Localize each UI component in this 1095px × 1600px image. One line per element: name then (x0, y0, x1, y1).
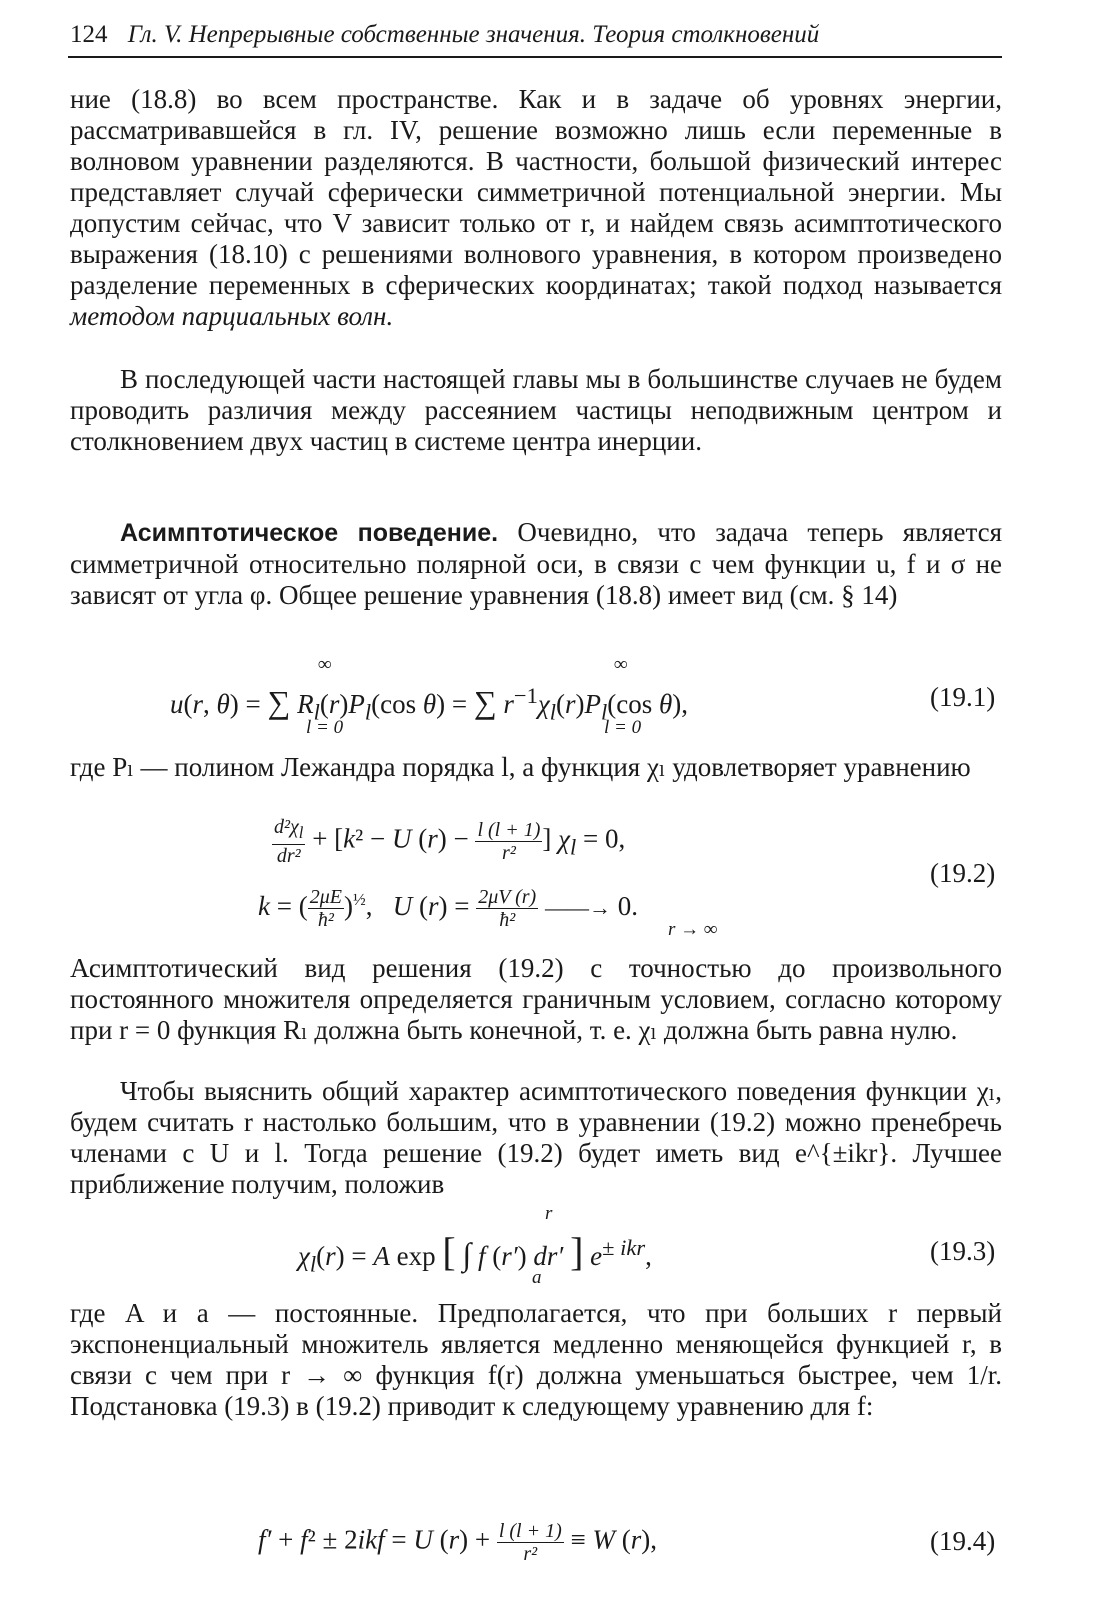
equation-number-19-1: (19.1) (930, 682, 996, 712)
equation-19-4: f′ + f² ± 2ikf = U (r) + $\frac{l (l + 1)}{\text{r²}}$ ≡ W (r), (258, 1520, 657, 1565)
equation-number-19-4: (19.4) (930, 1526, 996, 1556)
paragraph-3-text: Очевидно, что задача теперь является симметричной относительно полярной оси, в связи с чем функции u, f и σ не зависят от угла φ. Общее решение уравнения (18.8) имеет вид (см. § 14) (70, 517, 1002, 610)
paragraph-6: Чтобы выяснить общий характер асимптотического поведения функции χₗ, будем считать r настолько большим, что в уравнении (19.2) можно пренебречь членами с U и l. Тогда решение (19.2) будет иметь вид e^{±ikr}. Лучшее приближение получим, положив (70, 1076, 1002, 1199)
paragraph-1-italic: методом парциальных волн. (70, 301, 394, 331)
paragraph-3 (70, 517, 1002, 611)
page-number: 124 (70, 21, 108, 48)
equation-number-19-2: (19.2) (930, 858, 996, 888)
paragraph-4: где Pₗ — полином Лежандра порядка l, а функция χₗ удовлетворяет уравнению (70, 752, 971, 782)
chapter-title: Гл. V. Непрерывные собственные значения. Теория столкновений (127, 21, 820, 48)
paragraph-1 (70, 84, 1002, 332)
paragraph-2: В последующей части настоящей главы мы в большинстве случаев не будем проводить различия между рассеянием частицы неподвижным центром и столкновением двух частиц в системе центра инерции. (70, 364, 1002, 456)
header-rule (68, 56, 1002, 58)
integral-upper-limit: r (545, 1203, 553, 1224)
paragraph-1-text: ние (18.8) во всем пространстве. Как и в задаче об уровнях энергии, рассматривавшейся в гл. IV, решение возможно лишь если переменные в волновом уравнении разделяются. В частности, большой физический интерес представляет случай сферически симметричной потенциальной энергии. Мы допустим сейчас, что V зависит только от r, и найдем связь асимптотического выражения (18.10) с решениями волнового уравнения, в котором произведено разделение переменных в сферических координатах; такой подход называется (70, 84, 1002, 300)
integral-lower-limit: a (532, 1267, 542, 1288)
sum-lower-limit-1: l = 0 (306, 717, 344, 738)
sum-upper-limit-1: ∞ (318, 654, 332, 675)
equation-19-1: u(r, θ) = ∑ $R_l(r)P_l(\cos$ θ) = ∑ $r^{-1}\chi_l(r)P_l(\cos$ θ), (170, 683, 689, 725)
paragraph-7: где A и a — постоянные. Предполагается, что при больших r первый экспоненциальный множитель является медленно меняющейся функцией r, в связи с чем при r → ∞ функция f(r) должна уменьшаться быстрее, чем 1/r. Подстановка (19.3) в (19.2) приводит к следующему уравнению для f: (70, 1298, 1002, 1421)
equation-19-3: $\chi_l(r) = A$ exp [ ∫ f (r′) dr′ ] $e^{\pm ikr}$, (298, 1229, 652, 1277)
equation-19-2-line-1: $\frac{d^2\chi_l}{\text{dr²}}$ + [k² − U (r) − $\frac{l (l + 1)}{\text{r²}}$ ] $\chi_l = 0$, (274, 816, 626, 867)
paragraph-5: Асимптотический вид решения (19.2) с точностью до произвольного постоянного множителя определяется граничным условием, согласно которому при r = 0 функция Rₗ должна быть конечной, т. е. χₗ должна быть равна нулю. (70, 953, 1002, 1045)
running-header (70, 18, 1002, 52)
sum-lower-limit-2: l = 0 (604, 717, 642, 738)
limit-subscript: r → ∞ (668, 919, 718, 940)
sum-upper-limit-2: ∞ (614, 654, 628, 675)
equation-number-19-3: (19.3) (930, 1236, 996, 1266)
equation-19-2-line-2: k = ( $\frac{2\mu E}{\text{ħ²}}$ )$^{\frac{1}{2}}$, U (r) = $\frac{2\mu V (r)}{\text{ħ²}}$ ——→ 0. (258, 886, 638, 932)
section-heading: Асимптотическое поведение. (120, 519, 499, 547)
